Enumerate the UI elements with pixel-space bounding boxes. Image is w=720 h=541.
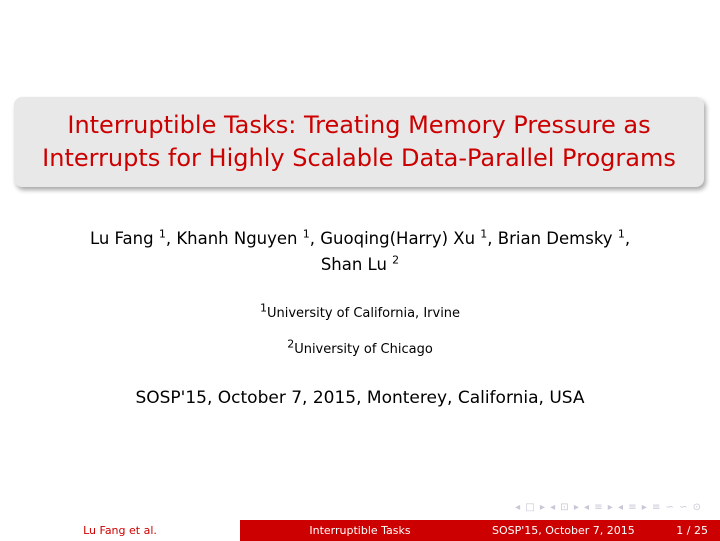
author-name: Guoqing(Harry) Xu <box>320 229 476 248</box>
affiliation-name: University of Chicago <box>294 342 433 357</box>
beamer-navigation[interactable]: ◂ □ ▸ ◂ ⊡ ▸ ◂ ≡ ▸ ◂ ≡ ▸ ≡ ∽ ∽ ⊙ <box>515 502 702 513</box>
affiliation-mark: 1 <box>480 227 488 241</box>
footer-bar <box>0 520 720 541</box>
author-name: Lu Fang <box>89 229 154 248</box>
footer-title: Interruptible Tasks <box>240 520 480 541</box>
event-info: SOSP'15, October 7, 2015, Monterey, California, USA <box>135 388 585 408</box>
affiliation-name: University of California, Irvine <box>266 306 461 321</box>
title-line-1: Interruptible Tasks: Treating Memory Pressure as <box>67 111 651 139</box>
page-number: 1 / 25 <box>676 524 708 537</box>
author-name: Khanh Nguyen <box>176 229 298 248</box>
title-block <box>14 97 704 187</box>
affiliation-mark: 2 <box>287 337 295 351</box>
affiliation-1 <box>0 301 720 321</box>
author-name: Brian Demsky <box>497 229 613 248</box>
author-name: Shan Lu <box>320 255 387 274</box>
author-list: Lu Fang $^1$, Khanh Nguyen $^1$, Guoqing(Harry) Xu $^1$, Brian Demsky $^1$, Shan Lu $^2$ <box>89 227 631 274</box>
affiliation-mark: 1 <box>617 227 625 241</box>
affiliation-mark: 1 <box>158 227 166 241</box>
affiliation-2 <box>0 337 720 357</box>
title-line-2: Interrupts for Highly Scalable Data-Parallel Programs <box>42 144 676 172</box>
footer-date: SOSP'15, October 7, 2015 <box>492 524 635 537</box>
affiliation-mark: 1 <box>259 301 267 315</box>
footer-author: Lu Fang et al. <box>0 520 240 541</box>
footer-right <box>480 520 720 541</box>
affiliation-mark: 2 <box>392 253 400 267</box>
affiliation-mark: 1 <box>302 227 310 241</box>
